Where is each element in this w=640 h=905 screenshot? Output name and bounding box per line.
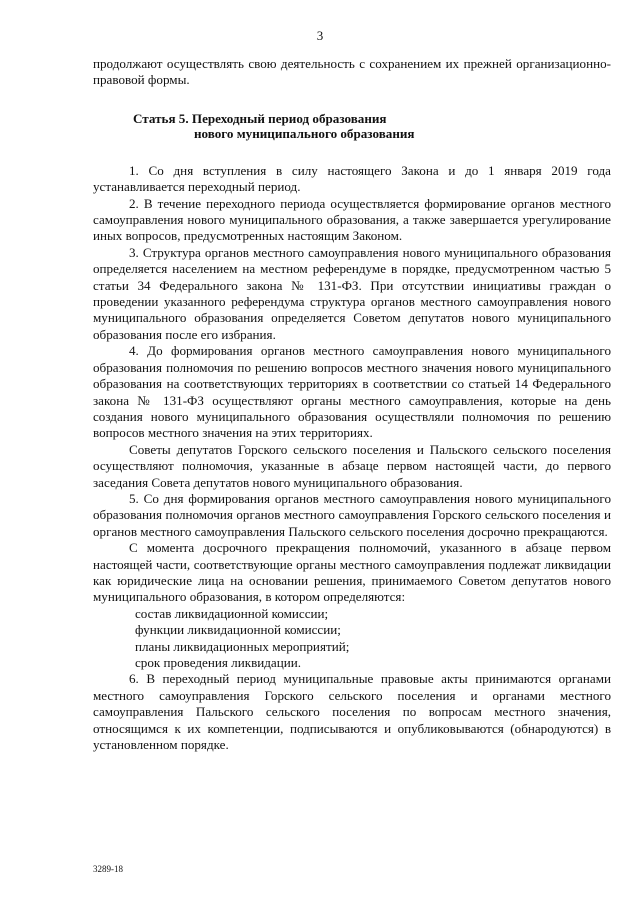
paragraph-part-4-second: Советы депутатов Горского сельского поселения и Пальского сельского поселения осуществляют полномочия, указанные в абзаце первом настоящей части, до первого заседания Совета депутатов нового муниципального образования. <box>93 441 611 490</box>
page-number: 3 <box>316 28 324 43</box>
continuation-paragraph: продолжают осуществлять свою деятельность с сохранением их прежней организационно-правовой формы. <box>93 56 611 88</box>
list-item: срок проведения ликвидации. <box>135 655 302 670</box>
list-item: функции ликвидационной комиссии; <box>135 622 341 638</box>
document-body <box>93 56 611 753</box>
article-heading-line-1: Статья 5. Переходный период образования <box>133 110 387 126</box>
paragraph-part-2: 2. В течение переходного периода осуществляется формирование органов местного самоуправления нового муниципального образования, а также завершается урегулирование иных вопросов, предусмотренных настоящим Законом. <box>93 195 611 244</box>
paragraph-part-3: 3. Структура органов местного самоуправления нового муниципального образования определяется населением на местном референдуме в порядке, предусмотренном частью 5 статьи 34 Федерального закона № 131-ФЗ. При отсутствии инициативы граждан о проведении указанного референдума структура органов местного самоуправления нового муниципального образования определяется Советом депутатов нового муниципального образования после его избрания. <box>93 244 611 342</box>
document-code: 3289-18 <box>93 864 123 874</box>
list-item: состав ликвидационной комиссии; <box>135 605 329 621</box>
article-heading <box>93 111 611 141</box>
article-heading-line-2: нового муниципального образования <box>194 125 415 141</box>
paragraph-part-1: 1. Со дня вступления в силу настоящего Закона и до 1 января 2019 года устанавливается переходный период. <box>93 162 611 195</box>
list-item: планы ликвидационных мероприятий; <box>135 638 350 654</box>
paragraph-part-6: 6. В переходный период муниципальные правовые акты принимаются органами местного самоуправления Горского сельского поселения и органами местного самоуправления Пальского сельского поселения по вопросам местного значения, относящимся к их компетенции, подписываются и опубликовываются (обнародуются) в установленном порядке. <box>93 671 611 753</box>
paragraph-part-5: 5. Со дня формирования органов местного самоуправления нового муниципального образования полномочия органов местного самоуправления Горского сельского поселения и органов местного самоуправления Пальского сельского поселения досрочно прекращаются. <box>93 490 611 539</box>
paragraph-part-4: 4. До формирования органов местного самоуправления нового муниципального образования полномочия по решению вопросов местного значения нового муниципального образования на соответствующих территориях в соответствии со статьей 14 Федерального закона № 131-ФЗ осуществляют органы местного самоуправления, которые на день создания нового муниципального образования осуществляли полномочия по решению вопросов местного значения на этих территориях. <box>93 343 611 441</box>
paragraph-part-5-second: С момента досрочного прекращения полномочий, указанного в абзаце первом настоящей части, соответствующие органы местного самоуправления подлежат ликвидации как юридические лица на основании решения, принимаемого Советом депутатов нового муниципального образования, в котором определяются: <box>93 540 611 605</box>
